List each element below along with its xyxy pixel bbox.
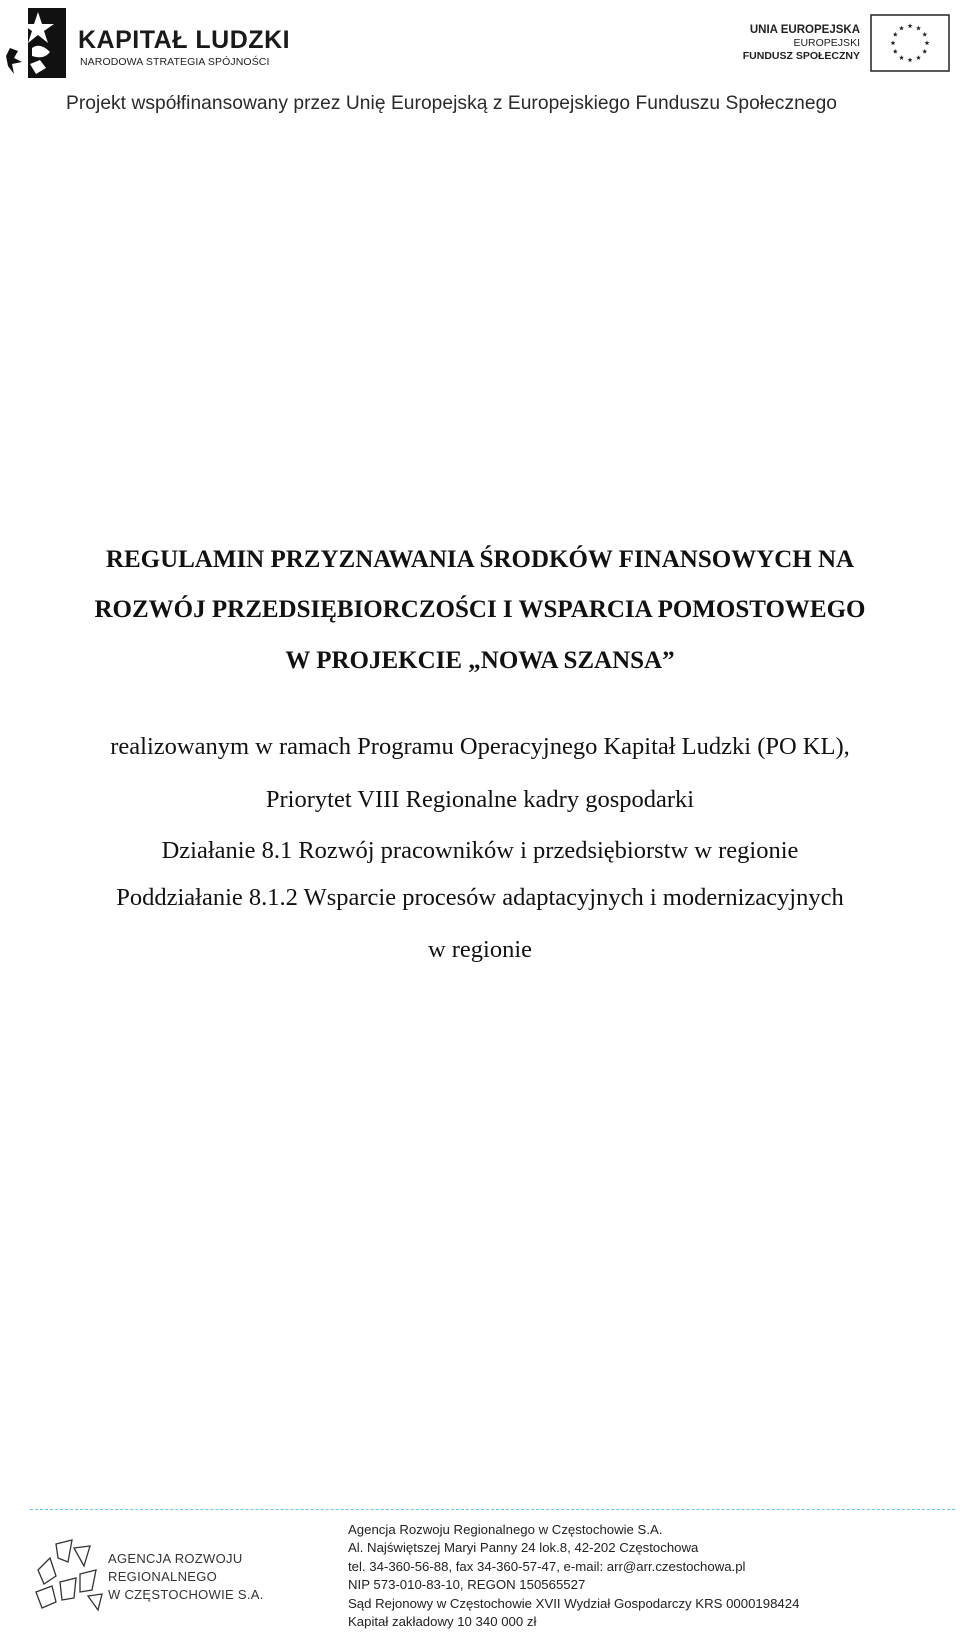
- agency-logo: [30, 1536, 108, 1614]
- contact-line-3: tel. 34-360-56-88, fax 34-360-57-47, e-mail: arr@arr.czestochowa.pl: [348, 1558, 746, 1574]
- footer-divider: [30, 1509, 955, 1510]
- program-line-4: Poddziałanie 8.1.2 Wsparcie procesów adaptacyjnych i modernizacyjnych: [116, 884, 844, 911]
- program-line-3: Działanie 8.1 Rozwój pracowników i przedsiębiorstw w regionie: [161, 837, 799, 864]
- contact-line-6: Kapitał zakładowy 10 340 000 zł: [348, 1614, 537, 1630]
- agency-logo-line-1: AGENCJA ROZWOJU: [108, 1551, 243, 1566]
- agency-contact-block: [348, 1521, 799, 1631]
- cofinancing-statement: Projekt współfinansowany przez Unię Europejską z Europejskiego Funduszu Społecznego: [66, 93, 838, 114]
- eu-flag: [870, 14, 950, 72]
- document-title-line-2: ROZWÓJ PRZEDSIĘBIORCZOŚCI I WSPARCIA POMOSTOWEGO: [94, 596, 866, 623]
- document-title-line-3: W PROJEKCIE „NOWA SZANSA”: [285, 647, 675, 674]
- contact-line-5: Sąd Rejonowy w Częstochowie XVII Wydział Gospodarczy KRS 0000198424: [348, 1595, 800, 1611]
- agency-logo-text: [108, 1550, 264, 1604]
- contact-line-1: Agencja Rozwoju Regionalnego w Częstochowie S.A.: [348, 1522, 663, 1537]
- kapital-ludzki-logo: [6, 4, 70, 82]
- kapital-ludzki-star-icon: [6, 4, 70, 82]
- contact-line-2: Al. Najświętszej Maryi Panny 24 lok.8, 42-202 Częstochowa: [348, 1540, 699, 1556]
- program-line-1: realizowanym w ramach Programu Operacyjnego Kapitał Ludzki (PO KL),: [110, 733, 850, 760]
- agency-logo-line-3: W CZĘSTOCHOWIE S.A.: [108, 1587, 264, 1602]
- program-line-2: Priorytet VIII Regionalne kadry gospodarki: [265, 786, 695, 813]
- eu-logo-line-1: UNIA EUROPEJSKA: [749, 24, 860, 36]
- program-line-5: w regionie: [427, 936, 533, 963]
- eu-logo-line-2: EUROPEJSKI: [793, 37, 860, 49]
- eu-stars-icon: [870, 14, 950, 72]
- kapital-ludzki-title: KAPITAŁ LUDZKI: [78, 26, 291, 54]
- document-title-line-1: REGULAMIN PRZYZNAWANIA ŚRODKÓW FINANSOWYCH NA: [105, 546, 855, 573]
- eu-logo-text: [660, 24, 860, 63]
- agency-logo-line-2: REGIONALNEGO: [108, 1569, 218, 1584]
- contact-line-4: NIP 573-010-83-10, REGON 150565527: [348, 1577, 586, 1593]
- agency-origami-icon: [30, 1536, 108, 1614]
- eu-logo-line-3: FUNDUSZ SPOŁECZNY: [742, 50, 860, 62]
- kapital-ludzki-subtitle: NARODOWA STRATEGIA SPÓJNOŚCI: [80, 56, 270, 68]
